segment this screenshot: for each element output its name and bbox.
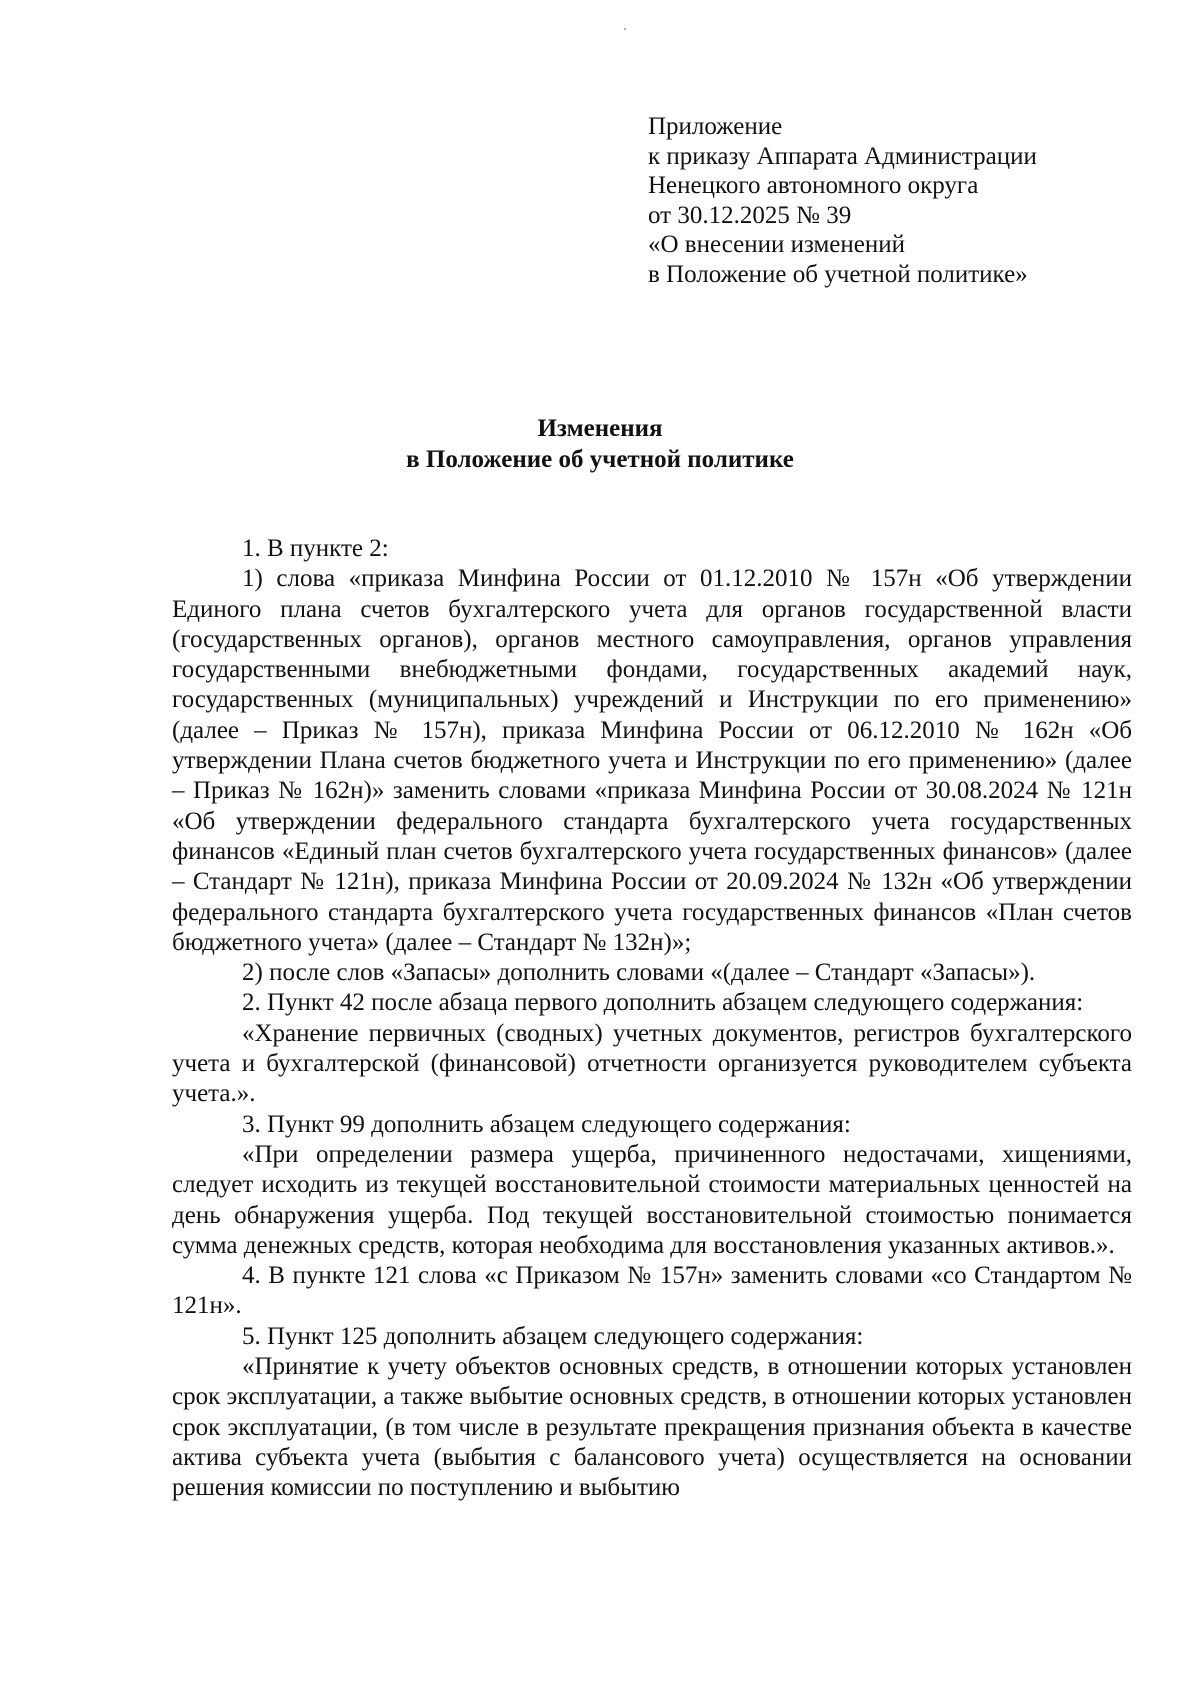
paragraph: 1. В пункте 2: [242, 535, 389, 562]
appendix-header-line: к приказу Аппарата Администрации [648, 142, 1037, 170]
paragraph: 4. В пункте 121 слова «с Приказом № 157н» заменить словами «со Стандартом № 121н». [172, 1262, 1132, 1320]
appendix-header-line: «О внесении изменений [648, 231, 906, 258]
appendix-header-line: в Положение об учетной политике» [648, 260, 1028, 288]
paragraph: «Принятие к учету объектов основных средств, в отношении которых установлен срок эксплуатации, а также выбытие основных средств, в отношении которых установлен срок эксплуатации, (в том числе в результате прекращения признания объекта в качестве актива субъекта учета (выбытия с балансового учета) осуществляется на основании решения комиссии по поступлению и выбытию [172, 1353, 1132, 1502]
document-title [0, 413, 1200, 475]
appendix-header [648, 112, 1108, 289]
paragraph: 5. Пункт 125 дополнить абзацем следующего содержания: [242, 1322, 864, 1350]
paragraph: «Хранение первичных (сводных) учетных документов, регистров бухгалтерского учета и бухгалтерской (финансовой) отчетности организуется руководителем субъекта учета.». [172, 1019, 1132, 1108]
paragraph: «При определении размера ущерба, причиненного недостачами, хищениями, следует исходить из текущей восстановительной стоимости материальных ценностей на день обнаружения ущерба. Под текущей восстановительной стоимостью понимается сумма денежных средств, которая необходима для восстановления указанных активов.». [172, 1140, 1132, 1259]
appendix-header-line: Ненецкого автономного округа [648, 172, 979, 199]
paragraph: 3. Пункт 99 дополнить абзацем следующего содержания: [242, 1110, 851, 1138]
document-title-line1: Изменения [537, 415, 663, 442]
appendix-header-line: от 30.12.2025 № 39 [648, 201, 852, 229]
document-body [172, 534, 1132, 1504]
document-title-line2: в Положение об учетной политике [406, 446, 794, 473]
paragraph: 2) после слов «Запасы» дополнить словами «(далее – Стандарт «Запасы»). [242, 959, 1036, 987]
paragraph: 1) слова «приказа Минфина России от 01.12.2010 № 157н «Об утверждении Единого плана счетов бухгалтерского учета для органов государственной власти (государственных органов), органов местного самоуправления, органов управления государственными внебюджетными фондами, государственных академий наук, государственных (муниципальных) учреждений и Инструкции по его применению» (далее – Приказ № 157н), приказа Минфина России от 06.12.2010 № 162н «Об утверждении Плана счетов бюджетного учета и Инструкции по его применению» (далее – Приказ № 162н)» заменить словами «приказа Минфина России от 30.08.2024 № 121н «Об утверждении федерального стандарта бухгалтерского учета государственных финансов «Единый план счетов бухгалтерского учета государственных финансов» (далее – Стандарт № 121н), приказа Минфина России от 20.09.2024 № 132н «Об утверждении федерального стандарта бухгалтерского учета государственных финансов «План счетов бюджетного учета» (далее – Стандарт № 132н)»; [172, 565, 1132, 956]
paragraph: 2. Пункт 42 после абзаца первого дополнить абзацем следующего содержания: [242, 989, 1084, 1017]
scan-speck [624, 28, 626, 30]
appendix-header-line: Приложение [648, 113, 783, 140]
